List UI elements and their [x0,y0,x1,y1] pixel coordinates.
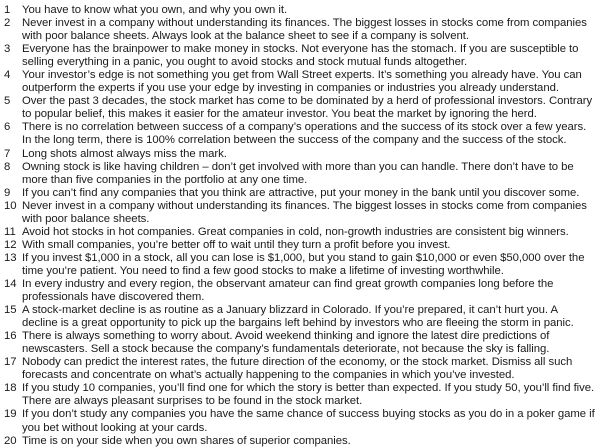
rule-item [0,148,596,161]
rule-number: 6 [4,121,11,134]
rule-item [0,304,596,330]
rule-number: 18 [4,382,17,395]
rule-item [0,435,596,448]
rule-item [0,121,596,147]
rule-item [0,69,596,95]
rule-item [0,200,596,226]
rule-text: Over the past 3 decades, the stock market has come to be dominated by a herd of professional investors. Contrary to popular belief, this makes it easier for the amateur investor. You beat the market by ignoring the herd. [22,95,593,121]
rule-item [0,382,596,408]
rule-text: If you study 10 companies, you’ll find one for which the story is better than expected. If you study 50, you’ll find five. There are always pleasant surprises to be found in the stock market. [22,382,595,408]
rule-number: 11 [4,225,16,238]
rule-number: 5 [4,95,11,108]
rule-number: 1 [4,4,11,16]
rule-text: Everyone has the brainpower to make money in stocks. Not everyone has the stomach. If you are susceptible to selling everything in a panic, you ought to avoid stocks and stock mutual funds altogether. [22,43,579,69]
rule-item [0,187,596,200]
rule-number: 19 [4,408,17,421]
rule-item [0,330,596,356]
rule-text: Your investor’s edge is not something you get from Wall Street experts. It’s something you already have. You can outperform the experts if you use your edge by investing in companies or industries you already understand. [22,69,582,95]
rule-item [0,4,596,17]
rule-number: 10 [4,199,17,212]
rule-number: 4 [4,69,11,82]
rule-item [0,95,596,121]
rule-text: With small companies, you’re better off to wait until they turn a profit before you invest. [22,238,451,251]
rule-text: You have to know what you own, and why you own it. [22,4,288,16]
rule-item [0,356,596,382]
rule-item [0,161,596,187]
rule-item [0,17,596,43]
rule-item [0,278,596,304]
rule-text: A stock-market decline is as routine as a January blizzard in Colorado. If you’re prepared, it can’t hurt you. A decline is a great opportunity to pick up the bargains left behind by investors who are fleeing the storm in panic. [22,304,574,330]
rule-number: 7 [4,147,11,160]
rule-item [0,239,596,252]
rule-number: 3 [4,43,11,56]
rule-text: Owning stock is like having children – don’t get involved with more than you can handle. There don’t have to be more than five companies in the portfolio at any one time. [22,160,574,186]
rule-text: Never invest in a company without understanding its finances. The biggest losses in stocks come from companies with poor balance sheets. [22,199,587,225]
rule-item [0,252,596,278]
rule-number: 16 [4,330,17,343]
rule-number: 20 [4,434,17,447]
rule-number: 12 [4,238,17,251]
rule-text: Never invest in a company without understanding its finances. The biggest losses in stocks come from companies with poor balance sheets. Always look at the balance sheet to see if a company is solvent. [22,17,587,43]
rule-item [0,43,596,69]
rule-number: 2 [4,17,11,30]
rule-item [0,226,596,239]
rule-text: Avoid hot stocks in hot companies. Great companies in cold, non-growth industries are consistent big winners. [22,225,569,238]
rules-list [0,4,596,448]
rule-number: 15 [4,304,17,317]
rule-text: If you can’t find any companies that you think are attractive, put your money in the bank until you discover some. [22,186,580,199]
rule-text: In every industry and every region, the observant amateur can find great growth companies long before the professionals have discovered them. [22,277,554,304]
rule-text: There is always something to worry about. Avoid weekend thinking and ignore the latest dire predictions of newscasters. Sell a stock because the company’s fundamentals deteriorate, not because the sky is falling. [22,330,550,356]
rule-text: Time is on your side when you own shares of superior companies. [22,434,351,447]
rule-number: 9 [4,186,11,199]
rule-text: There is no correlation between success of a company’s operations and the success of its stock over a few years. In the long term, there is 100% correlation between the success of the company and the success of the stock. [22,121,587,147]
rule-number: 14 [4,277,17,290]
rule-text: If you invest $1,000 in a stock, all you can lose is $1,000, but you stand to gain $10,000 or even $50,000 over the time you’re patient. You need to find a few good stocks to make a lifetime of investing worthwhile. [22,251,585,277]
rule-number: 17 [4,356,17,369]
rule-number: 8 [4,160,11,173]
rule-text: Nobody can predict the interest rates, the future direction of the economy, or the stock market. Dismiss all such forecasts and concentrate on what’s actually happening to the companies in which you’ve invested. [22,356,573,382]
rule-item [0,408,596,434]
rule-number: 13 [4,251,17,264]
rule-text: Long shots almost always miss the mark. [22,147,227,160]
rule-text: If you don’t study any companies you have the same chance of success buying stocks as you do in a poker game if you bet without looking at your cards. [22,408,595,434]
